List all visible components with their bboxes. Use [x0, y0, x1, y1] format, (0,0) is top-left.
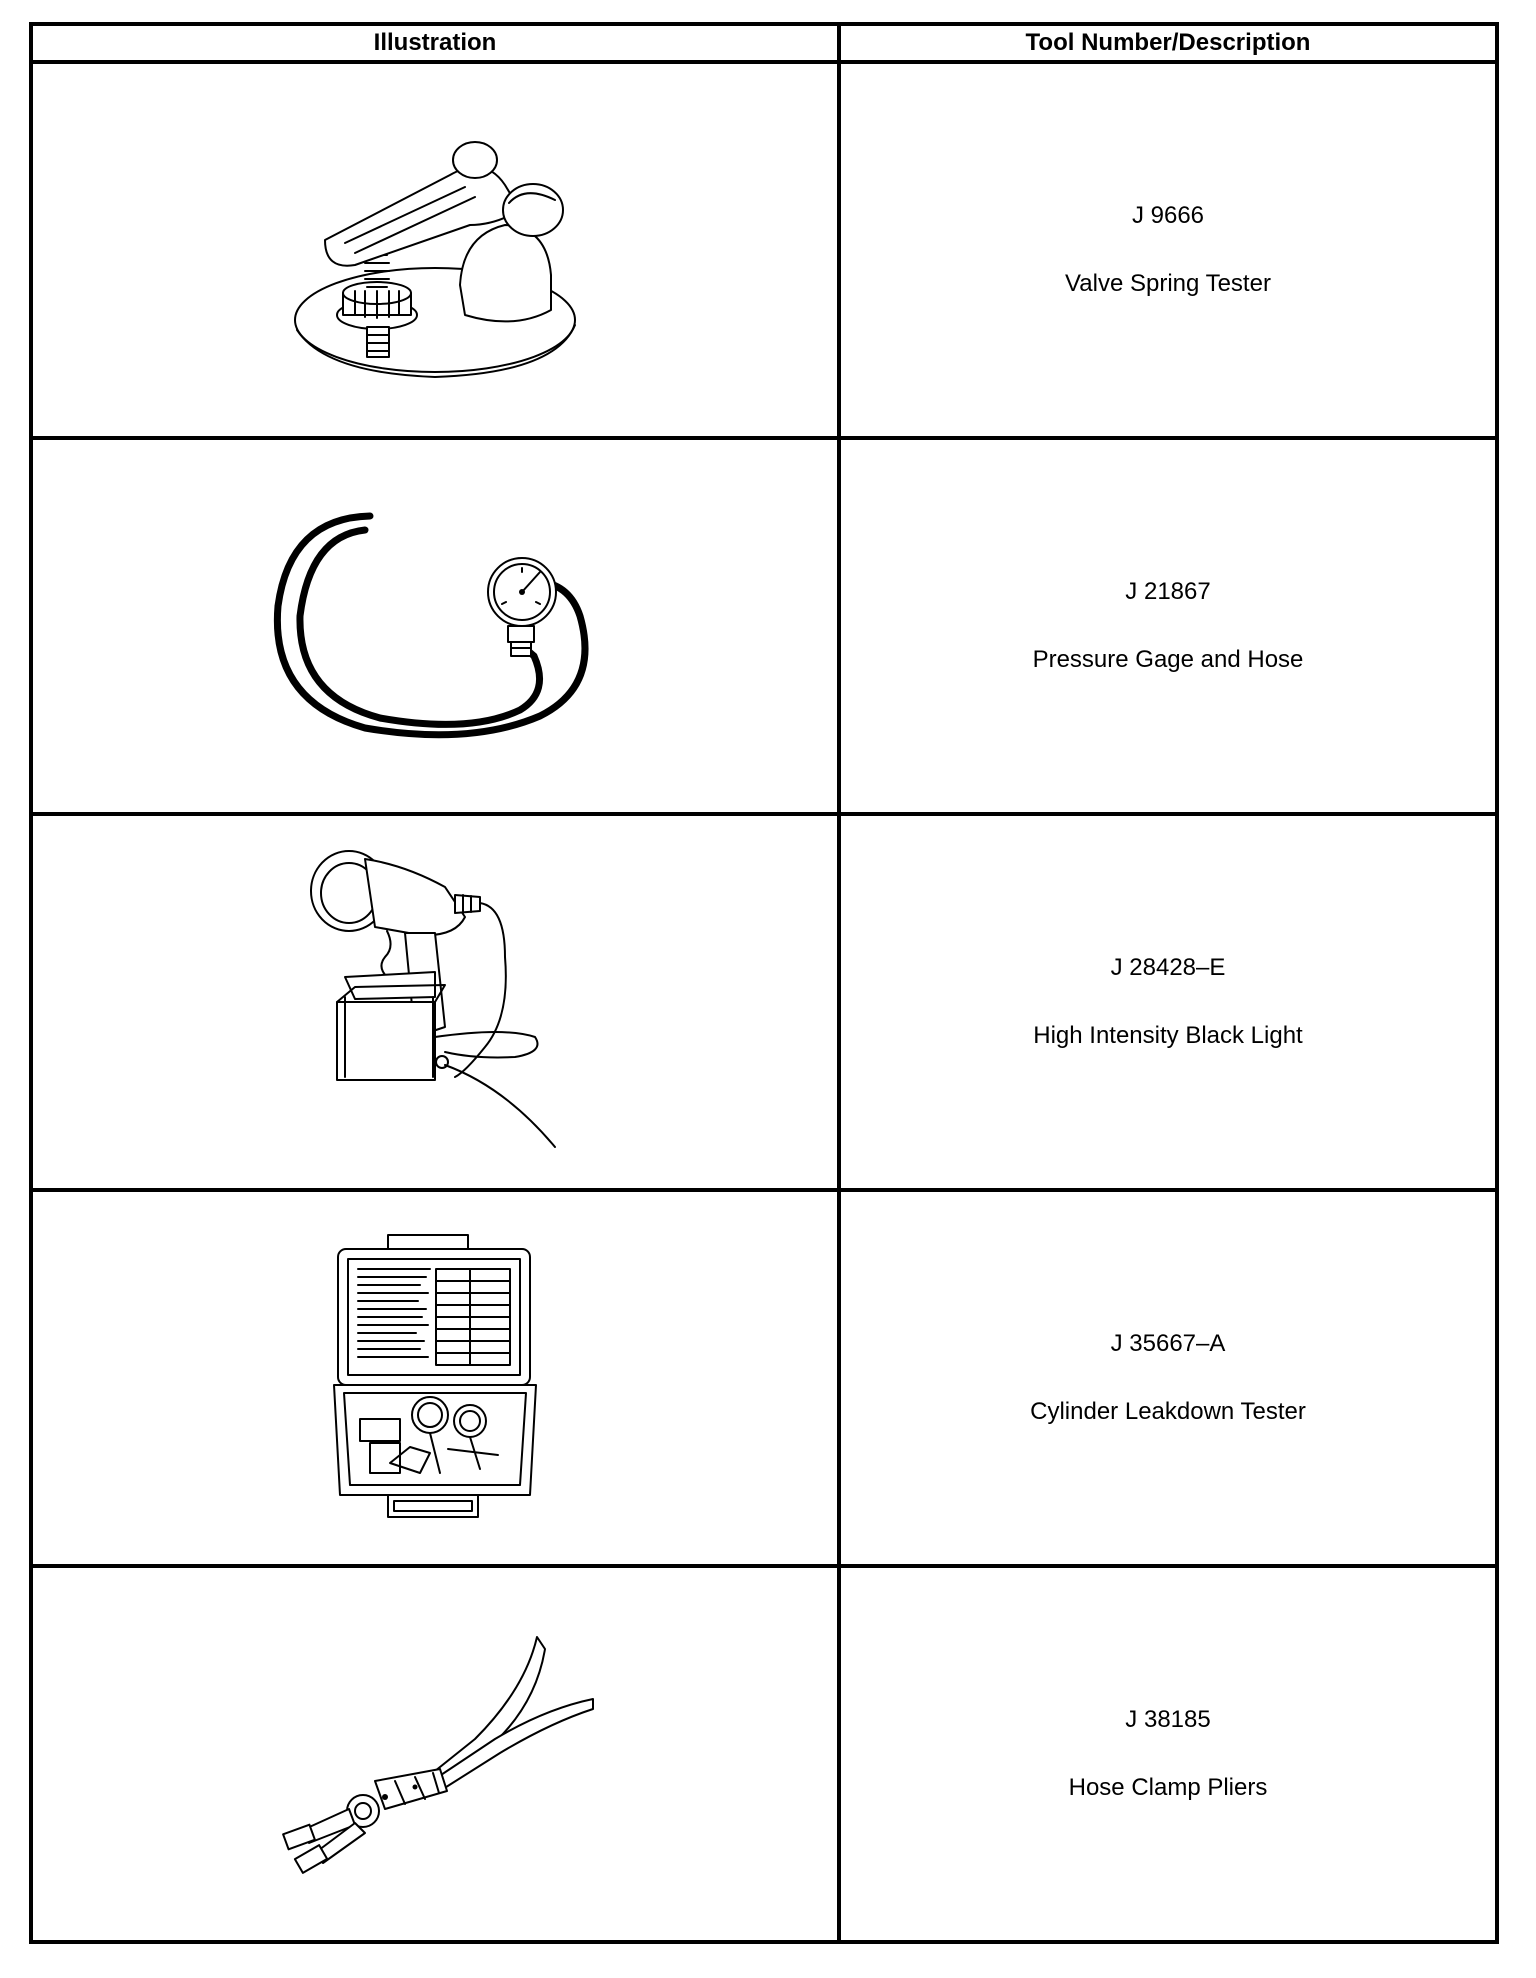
- leakdown-tester-case-illustration: [330, 1233, 540, 1523]
- tool-number: J 21867: [1125, 578, 1211, 605]
- tool-description: Cylinder Leakdown Tester: [1030, 1398, 1306, 1425]
- valve-spring-tester-illustration: [285, 115, 585, 385]
- illustration-cell: [31, 814, 839, 1190]
- description-cell: [839, 1190, 1497, 1566]
- tool-description: Hose Clamp Pliers: [1068, 1774, 1268, 1801]
- description-cell: [839, 438, 1497, 814]
- pressure-gage-hose-illustration: [270, 496, 600, 756]
- illustration-cell: [31, 1190, 839, 1566]
- tool-number: J 28428–E: [1110, 954, 1226, 981]
- special-tools-table: [29, 22, 1499, 1944]
- description-cell: [839, 62, 1497, 438]
- description-cell: [839, 1566, 1497, 1942]
- black-light-illustration: [305, 847, 565, 1157]
- table-row: [31, 1566, 1497, 1942]
- header-tool-description: Tool Number/Description: [839, 24, 1497, 62]
- table-row: [31, 1190, 1497, 1566]
- table-row: [31, 62, 1497, 438]
- tool-number: J 9666: [1131, 202, 1205, 229]
- tool-description: Valve Spring Tester: [1065, 270, 1271, 297]
- header-illustration: Illustration: [31, 24, 839, 62]
- tool-description: Pressure Gage and Hose: [1032, 646, 1304, 673]
- tool-number: J 35667–A: [1110, 1330, 1226, 1357]
- table-header-row: [31, 24, 1497, 62]
- hose-clamp-pliers-illustration: [275, 1629, 595, 1879]
- table-row: [31, 814, 1497, 1190]
- illustration-cell: [31, 1566, 839, 1942]
- tool-description: High Intensity Black Light: [1033, 1022, 1303, 1049]
- tool-number: J 38185: [1125, 1706, 1211, 1733]
- description-cell: [839, 814, 1497, 1190]
- illustration-cell: [31, 62, 839, 438]
- table-row: [31, 438, 1497, 814]
- illustration-cell: [31, 438, 839, 814]
